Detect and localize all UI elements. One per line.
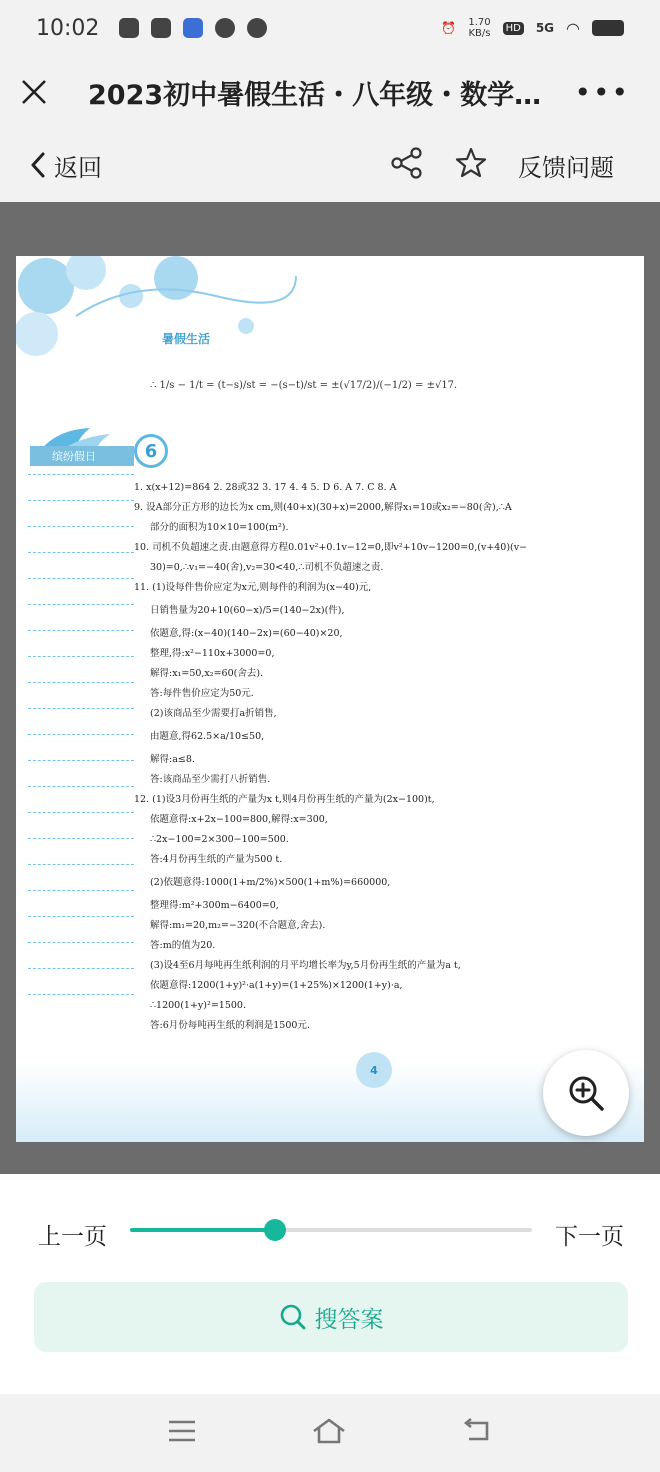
answer-line: ∴2x−100=2×300−100=500. bbox=[150, 834, 289, 845]
net-speed-value: 1.70 bbox=[468, 17, 491, 28]
nav-actions bbox=[390, 146, 614, 184]
status-bar bbox=[0, 0, 660, 56]
document-viewer[interactable] bbox=[0, 202, 660, 1174]
page-number: 4 bbox=[356, 1052, 392, 1088]
wifi-icon: ◠ bbox=[566, 18, 580, 38]
chat-notification-icon bbox=[215, 18, 235, 38]
margin-dashed-lines bbox=[28, 474, 134, 1020]
next-page-button[interactable]: 下一页 bbox=[555, 1224, 624, 1250]
baidu-notification-icon bbox=[183, 18, 203, 38]
zoom-in-button[interactable] bbox=[543, 1050, 629, 1136]
prev-page-button[interactable]: 上一页 bbox=[38, 1224, 107, 1250]
answer-line: 答:m的值为20. bbox=[150, 940, 216, 951]
search-answer-label: 搜答案 bbox=[314, 1306, 384, 1333]
zoom-in-icon bbox=[566, 1073, 606, 1113]
net-speed bbox=[468, 17, 490, 39]
title-bar bbox=[0, 56, 660, 128]
app-notification-icon bbox=[119, 18, 139, 38]
system-nav-bar bbox=[0, 1394, 660, 1472]
answer-line: 由题意,得62.5×a/10≤50, bbox=[150, 731, 265, 742]
section-label: 缤纷假日 bbox=[30, 446, 134, 466]
hd-badge: HD bbox=[503, 22, 524, 35]
answer-line: 11. (1)设每件售价应定为x元,则每件的利润为(x−40)元, bbox=[134, 582, 372, 593]
floral-decoration bbox=[16, 256, 316, 376]
answer-line: 答:每件售价应定为50元. bbox=[150, 688, 254, 699]
feedback-button[interactable]: 反馈问题 bbox=[518, 153, 614, 182]
menu-icon[interactable] bbox=[167, 1419, 197, 1447]
search-answer-button[interactable] bbox=[34, 1282, 628, 1352]
signal-label: 5G bbox=[535, 21, 555, 35]
home-icon[interactable] bbox=[311, 1417, 347, 1449]
answer-line: 依题意,得:(x−40)(140−2x)=(60−40)×20, bbox=[150, 628, 343, 639]
answer-line: 解得:a≤8. bbox=[150, 754, 195, 765]
answer-line: 日销售量为20+10(60−x)/5=(140−2x)(件), bbox=[150, 605, 345, 616]
chevron-left-icon bbox=[30, 152, 46, 178]
answer-line: 依题意得:x+2x−100=800,解得:x=300, bbox=[150, 814, 328, 825]
answer-line: ∴1200(1+y)²=1500. bbox=[150, 1000, 246, 1011]
page-title: 2023初中暑假生活・八年级・数学… bbox=[88, 79, 542, 111]
answer-line: 12. (1)设3月份再生纸的产量为x t,则4月份再生纸的产量为(2x−100)t, bbox=[134, 794, 435, 805]
answer-line: 部分的面积为10×10=100(m²). bbox=[150, 522, 289, 533]
pager-panel bbox=[0, 1174, 660, 1394]
star-icon[interactable] bbox=[454, 146, 488, 184]
answer-line: 1. x(x+12)=864 2. 28或32 3. 17 4. 4 5. D 6. A 7. C 8. A bbox=[134, 482, 397, 493]
answer-line: 解得:x₁=50,x₂=60(舍去). bbox=[150, 668, 264, 679]
back-button[interactable] bbox=[30, 148, 102, 183]
nav-bar bbox=[0, 128, 660, 202]
answer-line: 整理,得:x²−110x+3000=0, bbox=[150, 648, 275, 659]
page-slider-fill bbox=[130, 1228, 275, 1232]
document-page bbox=[16, 256, 644, 1142]
net-speed-unit: KB/s bbox=[468, 28, 491, 39]
page-slider[interactable] bbox=[130, 1228, 532, 1232]
alarm-icon: ⏰ bbox=[441, 21, 457, 35]
answer-line: (3)设4至6月每吨再生纸利润的月平均增长率为y,5月份再生纸的产量为a t, bbox=[150, 960, 461, 971]
answer-line: 答:6月份每吨再生纸的利润是1500元. bbox=[150, 1020, 310, 1031]
page-slider-thumb[interactable] bbox=[264, 1219, 286, 1241]
back-nav-icon[interactable] bbox=[461, 1417, 493, 1449]
answer-line: 答:该商品至少需打八折销售. bbox=[150, 774, 271, 785]
answer-content bbox=[134, 478, 604, 1036]
sync-notification-icon bbox=[247, 18, 267, 38]
battery-icon bbox=[592, 20, 624, 36]
formula-line: ∴ 1/s − 1/t = (t−s)/st = −(s−t)/st = ±(√17/2)/(−1/2) = ±√17. bbox=[150, 380, 458, 391]
answer-line: 解得:m₁=20,m₂=−320(不合题意,舍去). bbox=[150, 920, 326, 931]
more-icon[interactable]: ••• bbox=[574, 75, 630, 109]
notification-icons bbox=[119, 18, 267, 38]
page-header: 暑假生活 bbox=[162, 332, 211, 346]
answer-line: 10. 司机不负超速之责.由题意得方程0.01v²+0.1v−12=0,即v²+10v−1200=0,(v+40)(v− bbox=[134, 542, 528, 553]
status-time: 10:02 bbox=[36, 15, 100, 41]
answer-line: (2)依题意得:1000(1+m/2%)×500(1+m%)=660000, bbox=[150, 877, 391, 888]
back-label: 返回 bbox=[54, 153, 102, 182]
search-icon bbox=[279, 1303, 307, 1331]
answer-line: 整理得:m²+300m−6400=0, bbox=[150, 900, 279, 911]
status-right bbox=[441, 17, 624, 39]
answer-line: 答:4月份再生纸的产量为500 t. bbox=[150, 854, 283, 865]
day-number-badge: 6 bbox=[134, 434, 168, 468]
answer-line: 9. 设A部分正方形的边长为x cm,则(40+x)(30+x)=2000,解得x₁=10或x₂=−80(舍),∴A bbox=[134, 502, 512, 513]
answer-line: 30)=0,∴v₁=−40(舍),v₂=30<40,∴司机不负超速之责. bbox=[150, 562, 384, 573]
close-icon[interactable] bbox=[4, 56, 64, 128]
share-icon[interactable] bbox=[390, 146, 424, 184]
mail-notification-icon bbox=[151, 18, 171, 38]
answer-line: 依题意得:1200(1+y)²·a(1+y)=(1+25%)×1200(1+y)·a, bbox=[150, 980, 403, 991]
answer-line: (2)该商品至少需要打a折销售, bbox=[150, 708, 277, 719]
